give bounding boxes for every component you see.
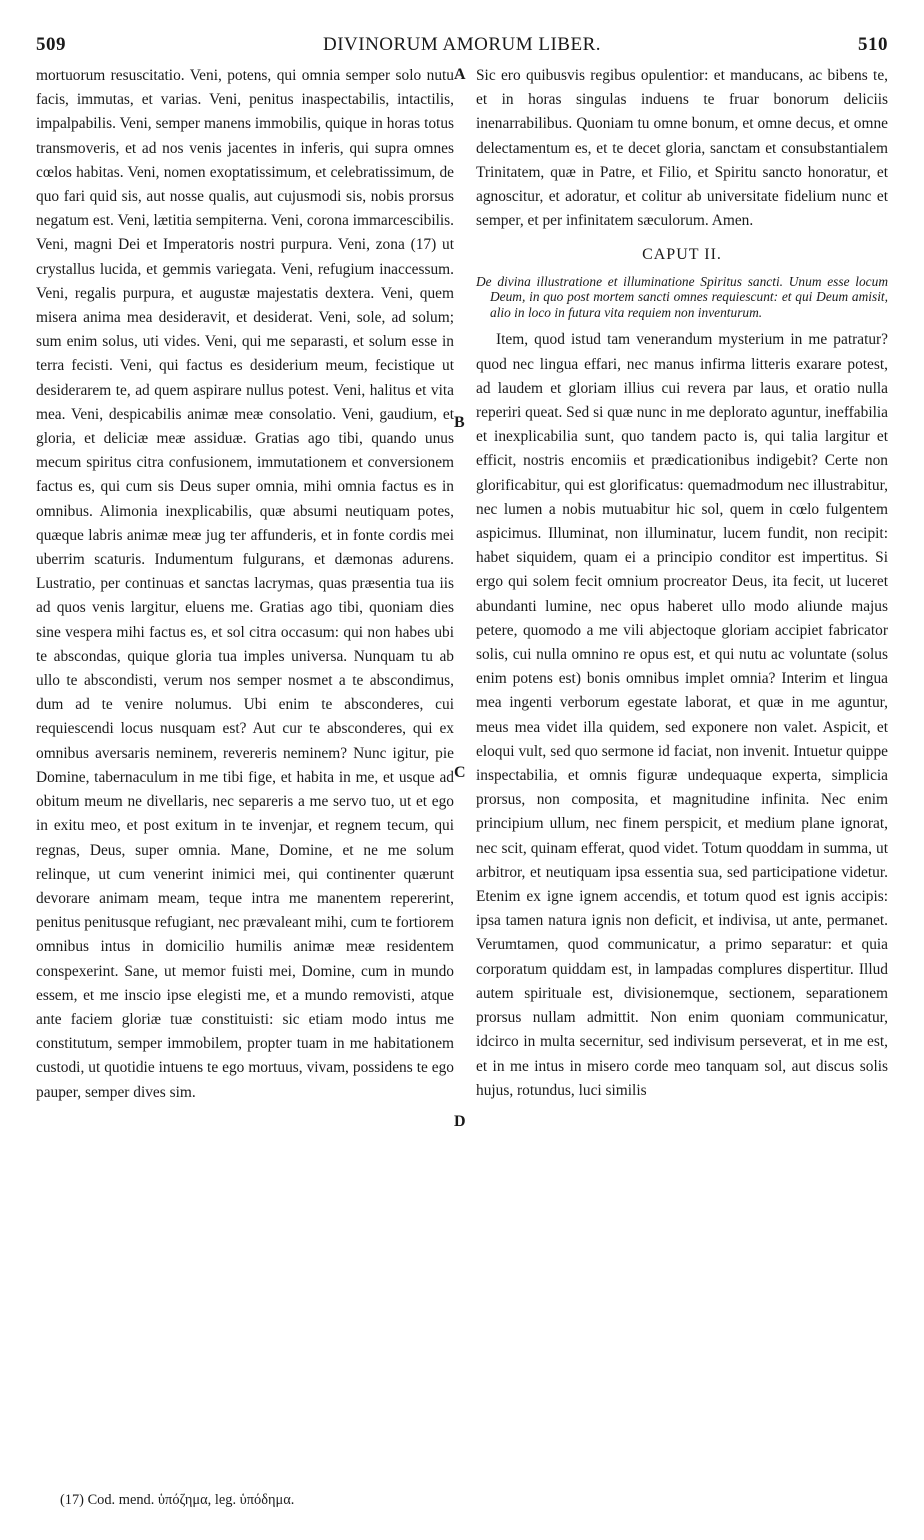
margin-marker-d: D <box>454 1113 466 1130</box>
margin-marker-b: B <box>454 414 465 431</box>
chapter-summary: De divina illustratione et illuminatione Spiritus sancti. Unum esse locum Deum, in quo post mortem sancti omnes requiescunt: et qui Deum amisit, alio in loco in futura vita requiem non inventurum. <box>476 273 888 320</box>
left-page-number: 509 <box>36 34 66 55</box>
running-header <box>36 34 888 60</box>
right-paragraph-2: Item, quod istud tam venerandum mysterium in me patratur? quod nec lingua effari, nec manus infirma litteris exarare potest, ad laudem et gloriam illius cui revera par laus, et oratio nulla reperiri queat. Sed si quæ nunc in me deplorato aguntur, ineffabilia et inexplicabilia sunt, quo tandem pacto is, qui talia largitur et efficit, nostris encomiis et prædicationibus indigebit? Certe non glorificabitur, qui est glorificatus: quemadmodum nec illustrabitur, nec lumen a nobis mutuabitur hic sol, quem in cœlo fulgentem aspicimus. Illuminat, non illuminatur, lucem fundit, non recipit: habet siquidem, quam ei a principio conditor est impertitus. Si ergo qui solem fecit omnium procreator Deus, ita fecit, ut luceret abundanti lumine, nec opus haberet ullo modo aliunde majus petere, quomodo a me vili abjectoque gloriam accipiet fabricator solis, cui nulla omnino re opus est, et qui nutu ac voluntate (solus enim potens est) bonis omnibus implet omnia? Interim et lingua mea ingenti verborum egestate laborat, et quæ in me aguntur, meus mea videt illa quidem, sed exponere non valet. Aspicit, et eloqui vult, sed quo sermone id faciat, non invenit. Intuetur quippe inspectabilia, et omnis figuræ undequaque experta, simplicia prorsus, non composita, et magnitudine infinita. Nec enim principium ullum, nec finem perspicit, et medium plane ignorat, nec scit, quinam efferat, quod videt. Totum quoddam in summa, ut arbitror, et neutiquam ipsa essentia sua, sed participatione videtur. Etenim ex igne ignem accendis, et totum quod est ignis accipis: ipsa tamen natura ignis non deficit, et indivisa, ut ante, permanet. Verumtamen, quod communicatur, a primo separatur: et quia corporatum quiddam est, in lampadas complures dispertitur. Illud autem spirituale est, divisionemque, sectionem, separationem prorsus nullam admittit. Non enim quoniam communicatur, idcirco in multa secernitur, sed indivisum perseverat, et in me est, et in me intus in misero corde meo tanquam sol, aut discus solis hujus, rotundus, luci similis <box>476 331 888 1099</box>
right-column <box>476 64 888 1103</box>
chapter-heading: CAPUT II. <box>642 246 722 264</box>
margin-marker-a: A <box>454 66 466 83</box>
left-column <box>36 64 454 1105</box>
right-page-number: 510 <box>858 34 888 55</box>
footnote: (17) Cod. mend. ὑπόζημα, leg. ὑπόδημα. <box>60 1492 295 1508</box>
margin-marker-c: C <box>454 764 466 781</box>
right-paragraph-1: Sic ero quibusvis regibus opulentior: et manducans, ac bibens te, et in horas singulas induens te fruar bonorum deliciis inenarrabilibus. Quoniam tu omne bonum, et omne decus, et omne delectamentum es, et te decet gloria, sanctam et consubstantialem Trinitatem, quæ in Patre, et Filio, et Spiritu sancto honoratur, et agnoscitur, et adoratur, et colitur ab universitate fidelium nunc et semper, et per infinitatem sæculorum. Amen. <box>476 67 888 230</box>
left-column-text: mortuorum resuscitatio. Veni, potens, qui omnia semper solo nutu facis, immutas, et varias. Veni, penitus inaspectabilis, intactilis, impalpabilis. Veni, semper manens immobilis, quique in horas totus transmoveris, et ad nos venis jacentes in inferis, qui supra omnes cœlos habitas. Veni, nomen exoptatissimum, et celebratissimum, de quo fari quid sis, aut nosse qualis, aut cujusmodi sis, nobis prorsus negatum est. Veni, lætitia sempiterna. Veni, corona immarcescibilis. Veni, magni Dei et Imperatoris nostri purpura. Veni, zona (17) ut crystallus lucida, et gemmis variegata. Veni, refugium inaccessum. Veni, regalis purpura, et augustæ majestatis dextera. Veni, quem misera anima mea desideravit, et desiderat. Veni, sole, ad solum; sum enim solus, uti vides. Veni, qui me separasti, et solum esse in terra fecisti. Veni, qui factus es desiderium meum, fecistique ut desiderarem te, ad quem aspirare nullus potest. Veni, halitus et vita mea. Veni, despicabilis animæ meæ consolatio. Veni, gaudium, et gloria, et deliciæ meæ assiduæ. Gratias ago tibi, quando unus mecum spiritus citra confusionem, immutationem et conversionem factus es, qui cum sis Deus super omnia, mihi omnia factus es in omnibus. Alimonia inexplicabilis, quæ absumi neutiquam potes, quæque labris animæ meæ jug ter affunderis, et in fonte cordis mei uberrim scaturis. Indumentum fulgurans, et dæmonas adurens. Lustratio, per continuas et sanctas lacrymas, quas præsentia tua iis ad quos venis largitur, eluens me. Gratias ago tibi, quoniam dies sine vespera mihi factus es, et sol citra occasum: qui non habes ubi te abscondas, quique gloria tua imples universa. Nunquam tu ab ullo te abscondisti, verum nos semper nosmet a te abscondimus, dum ad te venire nolumus. Ubi enim te absconderes, cui requiescendi locus nusquam est? Aut cur te absconderes, qui ex omnibus aversaris neminem, revereris neminem? Nunc igitur, pie Domine, tabernaculum in me tibi fige, et habita in me, et usque ad obitum meum ne divellaris, nec separeris a me servo tuo, ut et ego in exitu meo, et post exitum in te invenjar, et regnem tecum, qui regnas, Deus, super omnia. Mane, Domine, et ne me solum relinque, ut cum venerint inimici mei, qui continenter quærunt devorare animam meam, teque intra me manentem repererint, penitus penitusque refugiant, nec prævaleant mihi, cum te fortiorem omnibus intus in domicilio humilis animæ meæ residentem conspexerint. Sane, ut memor fuisti mei, Domine, cum in mundo essem, et me inscio ipse elegisti me, et a mundo removisti, atque ante faciem gloriæ tuæ constituisti: sic etiam modo intus me constitutum, semper immobilem, propter tuam in me habitationem custodi, ut quotidie intuens te ego mortuus, vivam, possidens te ego pauper, semper dives sim. <box>36 67 454 1101</box>
running-title: DIVINORUM AMORUM LIBER. <box>322 34 602 55</box>
